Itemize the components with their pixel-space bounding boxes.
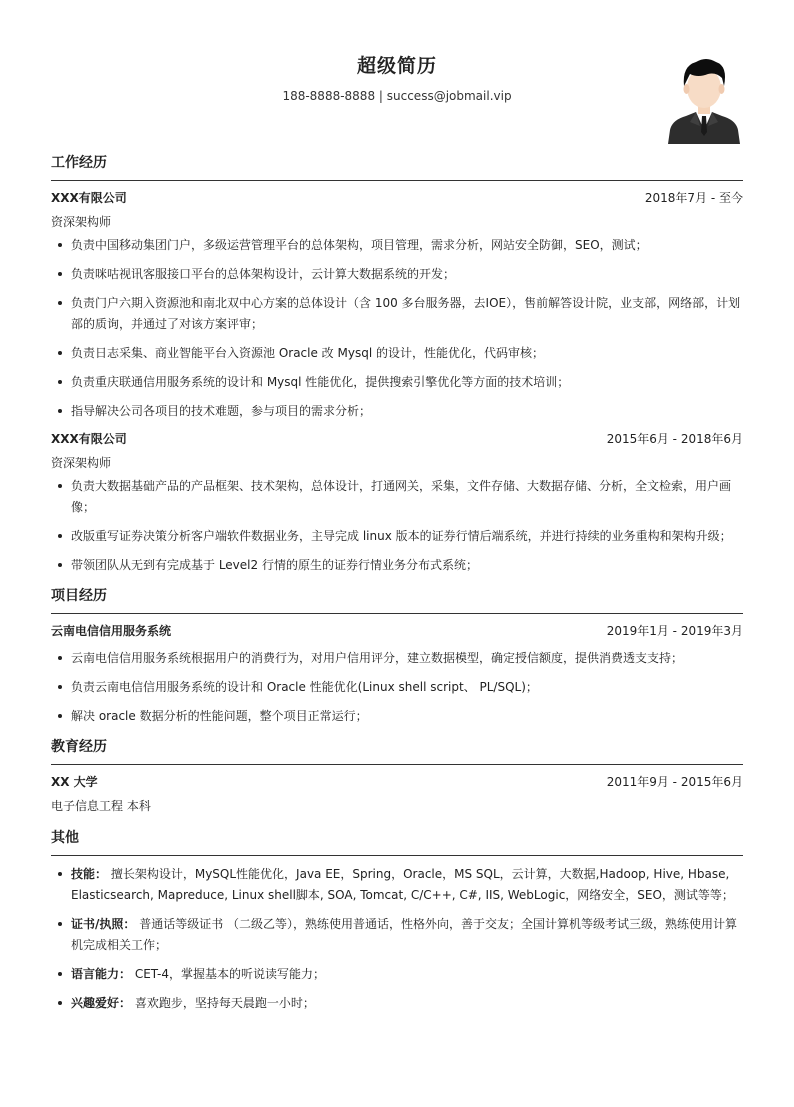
other-item-skills (71, 864, 743, 906)
job-date: 2018年7月 - 至今 (644, 191, 743, 205)
project-header (51, 622, 743, 640)
job-duty: 负责咪咕视讯客服接口平台的总体架构设计，云计算大数据系统的开发； (71, 264, 743, 285)
projects-section (51, 585, 743, 727)
other-item-hobbies (71, 993, 743, 1014)
project-name: 云南电信信用服务系统 (51, 624, 172, 638)
project-detail: 云南电信信用服务系统根据用户的消费行为，对用户信用评分，建立数据模型，确定授信额度，提供消费透支支持； (71, 648, 743, 669)
work-section (51, 152, 743, 576)
job-role: 资深架构师 (51, 456, 112, 470)
job-duty: 负责大数据基础产品的产品框架、技术架构，总体设计，打通网关，采集，文件存储、大数据存储、分析，全文检索，用户画像； (71, 476, 743, 518)
other-section-title: 其他 (51, 827, 743, 856)
candidate-name: 超级简历 (356, 55, 437, 77)
contact-info: 188-8888-8888 | success@jobmail.vip (282, 89, 512, 103)
job-duty: 改版重写证券决策分析客户端软件数据业务，主导完成 linux 版本的证券行情后端系统，并进行持续的业务重构和架构升级； (71, 526, 743, 547)
job-duties-list (51, 235, 743, 422)
project-details-list (51, 648, 743, 727)
education-school: XX 大学 (51, 775, 98, 789)
job-company: XXX有限公司 (51, 191, 127, 205)
skills-label: 技能： (71, 867, 108, 881)
project-date: 2019年1月 - 2019年3月 (606, 624, 743, 638)
job-duties-list (51, 476, 743, 576)
hobbies-text: 喜欢跑步，坚持每天晨跑一小时； (134, 996, 315, 1010)
education-header (51, 773, 743, 791)
certificates-label: 证书/执照： (71, 917, 136, 931)
job-header (51, 430, 743, 448)
education-section-title: 教育经历 (51, 736, 743, 765)
project-detail: 解决 oracle 数据分析的性能问题，整个项目正常运行； (71, 706, 743, 727)
project-detail: 负责云南电信信用服务系统的设计和 Oracle 性能优化(Linux shell script、 PL/SQL)； (71, 677, 743, 698)
other-section (51, 827, 743, 1014)
other-list (51, 864, 743, 1014)
job-date: 2015年6月 - 2018年6月 (606, 432, 743, 446)
education-major: 电子信息工程 本科 (51, 799, 151, 813)
job-duty: 带领团队从无到有完成基于 Level2 行情的原生的证券行情业务分布式系统； (71, 555, 743, 576)
avatar (666, 52, 742, 144)
work-section-title: 工作经历 (51, 152, 743, 181)
job-duty: 负责重庆联通信用服务系统的设计和 Mysql 性能优化，提供搜索引擎优化等方面的技术培训； (71, 372, 743, 393)
job-header (51, 189, 743, 207)
languages-text: CET-4，掌握基本的听说读写能力； (134, 967, 325, 981)
education-section (51, 736, 743, 815)
languages-label: 语言能力： (71, 967, 132, 981)
job-duty: 负责日志采集、商业智能平台入资源池 Oracle 改 Mysql 的设计，性能优化，代码审核； (71, 343, 743, 364)
job-company: XXX有限公司 (51, 432, 127, 446)
other-item-certificates (71, 914, 743, 956)
certificates-text: 普通话等级证书 （二级乙等），熟练使用普通话，性格外向，善于交友；全国计算机等级考试三级，熟练使用计算机完成相关工作； (71, 917, 738, 952)
resume-content (51, 152, 743, 1023)
skills-text: 擅长架构设计，MySQL性能优化，Java EE，Spring，Oracle，MS SQL，云计算，大数据,Hadoop, Hive, Hbase, Elasticsearch, Mapreduce, Linux shell脚本, SOA, Tomcat, C/C++, C#, IIS, WebLogic，网络安全，SEO，测试等等； (71, 867, 734, 902)
job-duty: 指导解决公司各项目的技术难题，参与项目的需求分析； (71, 401, 743, 422)
other-item-languages (71, 964, 743, 985)
job-duty: 负责门户六期入资源池和南北双中心方案的总体设计（含 100 多台服务器，去IOE），售前解答设计院，业支部，网络部，计划部的质询，并通过了对该方案评审； (71, 293, 743, 335)
job-role: 资深架构师 (51, 215, 112, 229)
projects-section-title: 项目经历 (51, 585, 743, 614)
job-duty: 负责中国移动集团门户，多级运营管理平台的总体架构，项目管理，需求分析，网站安全防御，SEO，测试； (71, 235, 743, 256)
hobbies-label: 兴趣爱好： (71, 996, 132, 1010)
job-entry (51, 189, 743, 422)
education-date: 2011年9月 - 2015年6月 (606, 775, 743, 789)
job-entry (51, 430, 743, 576)
